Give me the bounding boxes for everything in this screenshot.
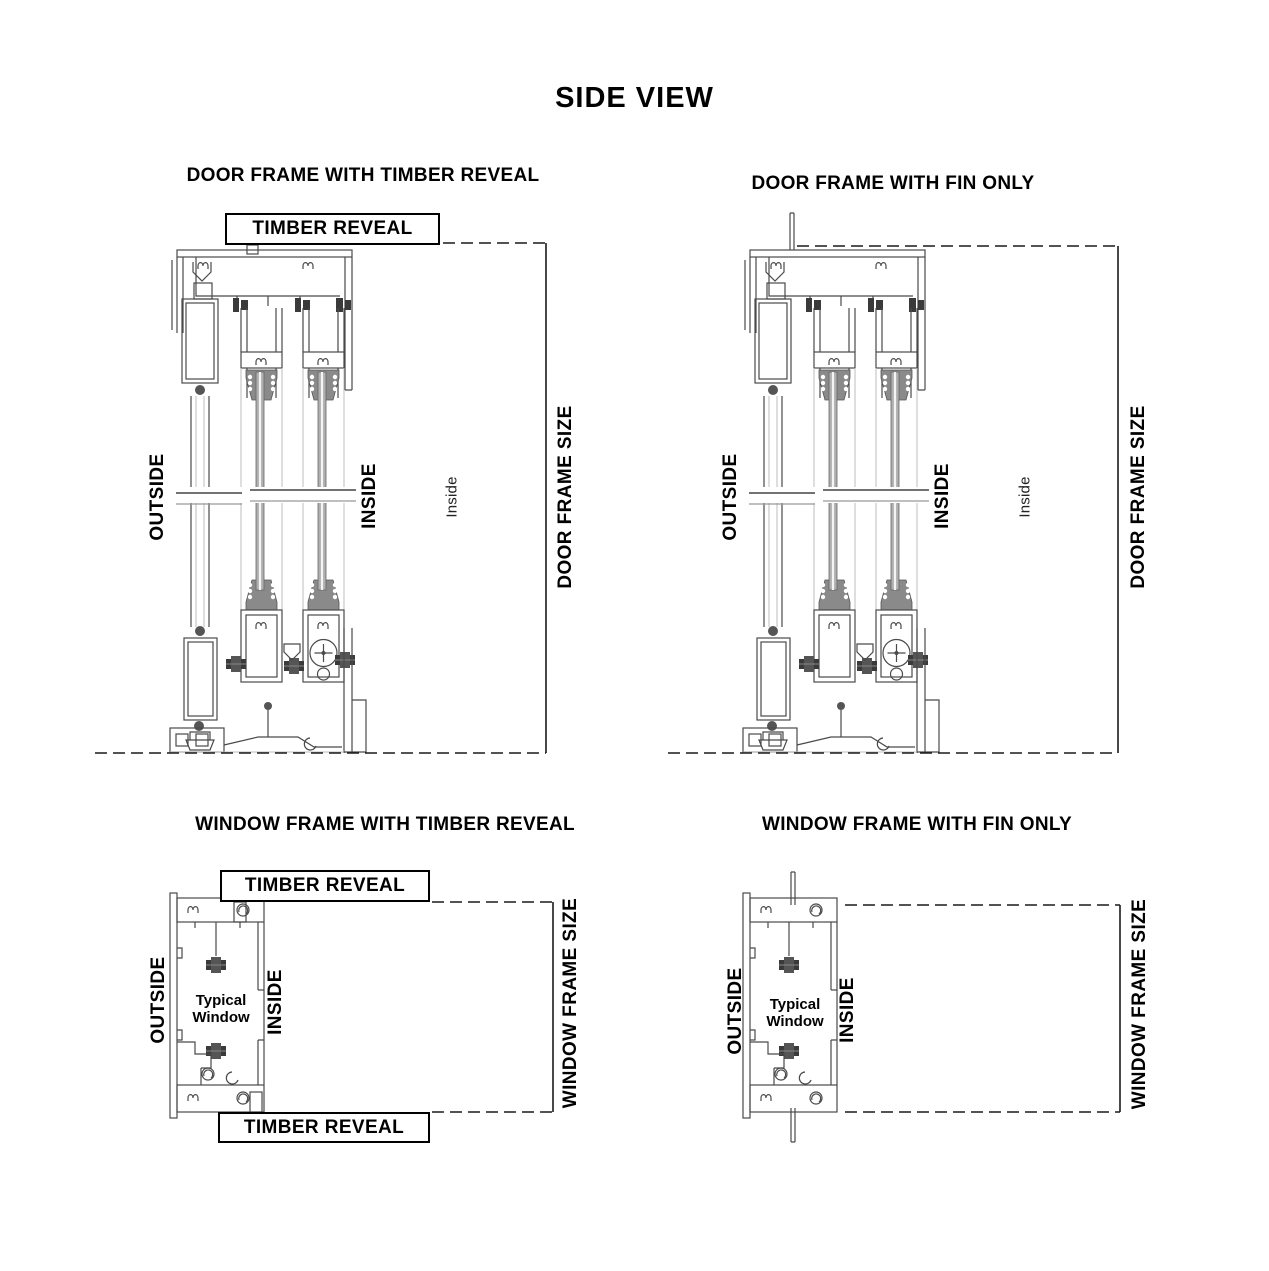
- panel-title-window-fin: WINDOW FRAME WITH FIN ONLY: [761, 814, 1072, 835]
- mounting-fin: [791, 1108, 795, 1142]
- panel-title-door-timber: DOOR FRAME WITH TIMBER REVEAL: [186, 165, 540, 186]
- window-frame-size-label: WINDOW FRAME SIZE: [1129, 898, 1150, 1110]
- outside-label: OUTSIDE: [725, 967, 746, 1055]
- outside-label: OUTSIDE: [720, 453, 741, 541]
- door-frame-size-label: DOOR FRAME SIZE: [555, 405, 576, 589]
- inside-label: INSIDE: [359, 463, 380, 529]
- sheet-title: SIDE VIEW: [555, 82, 714, 114]
- inside-label: INSIDE: [932, 463, 953, 529]
- timber-reveal-strip: [250, 1092, 262, 1112]
- window-frame-size-label: WINDOW FRAME SIZE: [560, 897, 581, 1109]
- typical-window-annotation: Typical Window: [192, 992, 250, 1027]
- mounting-fin: [790, 213, 794, 250]
- inside-annotation: Inside: [443, 476, 461, 518]
- outside-label: OUTSIDE: [147, 453, 168, 541]
- mounting-fin: [791, 872, 795, 905]
- timber-reveal-callout-top: TIMBER REVEAL: [220, 870, 430, 902]
- timber-reveal-callout-bottom: TIMBER REVEAL: [218, 1112, 430, 1143]
- panel-title-door-fin: DOOR FRAME WITH FIN ONLY: [751, 173, 1035, 194]
- inside-label: INSIDE: [837, 977, 858, 1043]
- panel-title-window-timber: WINDOW FRAME WITH TIMBER REVEAL: [195, 814, 575, 835]
- door-frame-size-label: DOOR FRAME SIZE: [1128, 405, 1149, 589]
- outside-label: OUTSIDE: [148, 956, 169, 1044]
- inside-annotation: Inside: [1016, 476, 1034, 518]
- inside-label: INSIDE: [265, 969, 286, 1035]
- timber-reveal-callout: TIMBER REVEAL: [225, 213, 440, 245]
- typical-window-annotation: Typical Window: [766, 996, 824, 1031]
